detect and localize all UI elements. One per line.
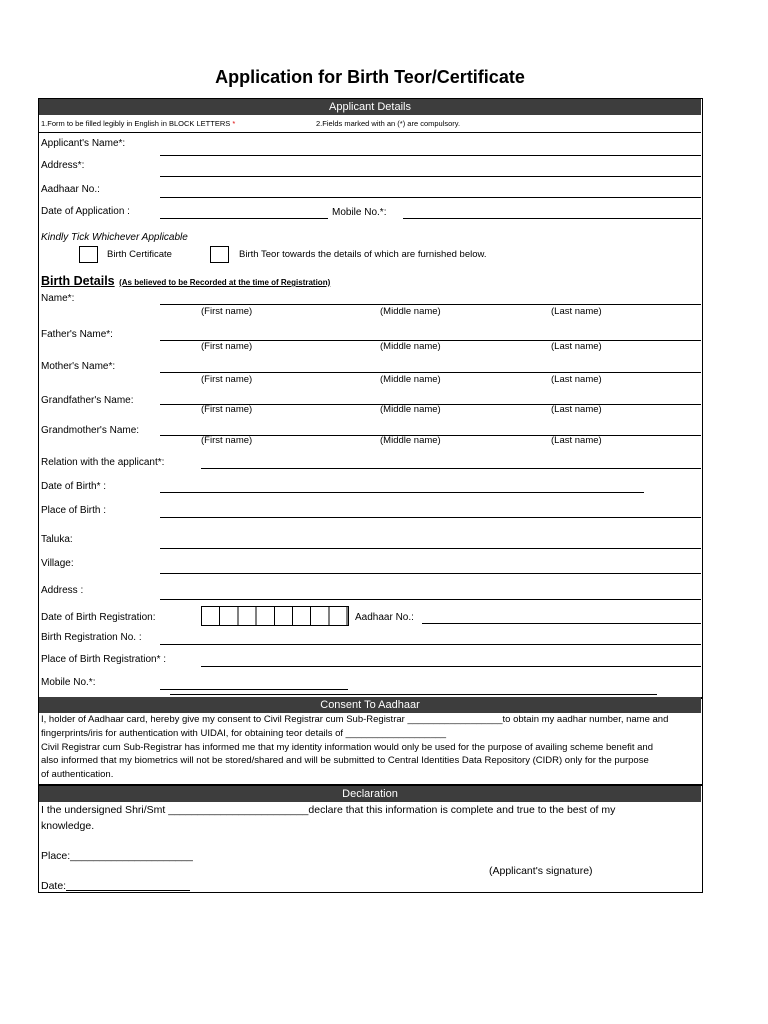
note-block-letters bbox=[41, 118, 235, 129]
birth-mobile-label: Mobile No.*: bbox=[41, 677, 96, 688]
mother-last-hint: (Last name) bbox=[551, 374, 602, 385]
birth-certificate-option-label: Birth Certificate bbox=[107, 249, 172, 260]
declaration-line-2: knowledge. bbox=[41, 820, 95, 832]
section-header-applicant: Applicant Details bbox=[39, 99, 701, 115]
birth-name-first-hint: (First name) bbox=[201, 306, 253, 317]
applicant-address-field-1[interactable] bbox=[160, 176, 701, 177]
mother-name-label: Mother's Name*: bbox=[41, 361, 116, 372]
taluka-field[interactable] bbox=[160, 548, 701, 549]
applicant-mobile-field[interactable] bbox=[403, 218, 701, 219]
birth-aadhaar-field[interactable] bbox=[422, 623, 701, 624]
consent-line-4: also informed that my biometrics will not be stored/shared and will be submitted to Central Identities Data Repository (CIDR) only for the purpose bbox=[41, 755, 649, 767]
section-header-consent: Consent To Aadhaar bbox=[39, 697, 701, 713]
grandmother-name-label: Grandmother's Name: bbox=[41, 425, 140, 436]
mother-middle-hint: (Middle name) bbox=[380, 374, 441, 385]
taluka-label: Taluka: bbox=[41, 534, 73, 545]
applicant-aadhaar-label: Aadhaar No.: bbox=[41, 184, 100, 195]
page-title: Application for Birth Teor/Certificate bbox=[215, 67, 525, 87]
consent-line-1: I, holder of Aadhaar card, hereby give my consent to Civil Registrar cum Sub-Registrar __________________to obtain my aadhar number, name and bbox=[41, 714, 669, 725]
applicant-mobile-label: Mobile No.*: bbox=[332, 207, 387, 218]
grandfather-last-hint: (Last name) bbox=[551, 404, 602, 415]
notes-divider bbox=[39, 132, 701, 133]
declaration-line-1: I the undersigned Shri/Smt ________________________declare that this information is complete and true to the best of my bbox=[41, 804, 616, 816]
birth-aadhaar-label: Aadhaar No.: bbox=[355, 612, 414, 623]
birth-address-field[interactable] bbox=[160, 599, 701, 600]
note-block-letters-text: 1.Form to be filled legibly in English in BLOCK LETTERS bbox=[41, 119, 233, 128]
registration-number-field[interactable] bbox=[160, 644, 701, 645]
date-of-birth-label: Date of Birth* : bbox=[41, 481, 107, 492]
mother-first-hint: (First name) bbox=[201, 374, 253, 385]
consent-line-2: fingerprints/iris for authentication with UIDAI, for obtaining teor details of ___________________ bbox=[41, 727, 447, 739]
father-middle-hint: (Middle name) bbox=[380, 341, 441, 352]
dob-registration-boxes[interactable] bbox=[201, 606, 349, 626]
date-of-application-label: Date of Application : bbox=[41, 206, 130, 217]
birth-mobile-field[interactable] bbox=[160, 689, 348, 690]
grandmother-last-hint: (Last name) bbox=[551, 435, 602, 446]
birth-address-label: Address : bbox=[41, 585, 84, 596]
tick-instruction: Kindly Tick Whichever Applicable bbox=[41, 232, 188, 243]
place-of-birth-label: Place of Birth : bbox=[41, 505, 107, 516]
applicant-signature-label: (Applicant's signature) bbox=[489, 865, 593, 877]
declaration-date-field[interactable] bbox=[66, 890, 190, 891]
section-header-declaration: Declaration bbox=[39, 786, 701, 802]
consent-text bbox=[41, 713, 701, 782]
form-frame-main bbox=[38, 98, 703, 699]
birth-mobile-field-underline bbox=[170, 694, 657, 695]
applicant-name-field[interactable] bbox=[160, 155, 701, 156]
applicant-address-label: Address*: bbox=[41, 160, 85, 171]
birth-teor-option-label: Birth Teor towards the details of which are furnished below. bbox=[239, 249, 487, 260]
village-label: Village: bbox=[41, 558, 74, 569]
registration-number-label: Birth Registration No. : bbox=[41, 632, 142, 643]
birth-details-heading bbox=[41, 272, 330, 290]
birth-details-note: (As believed to be Recorded at the time of Registration) bbox=[119, 278, 331, 287]
place-of-birth-field[interactable] bbox=[160, 517, 701, 518]
birth-name-field[interactable] bbox=[160, 304, 701, 305]
father-last-hint: (Last name) bbox=[551, 341, 602, 352]
dob-registration-label: Date of Birth Registration: bbox=[41, 612, 156, 623]
birth-name-middle-hint: (Middle name) bbox=[380, 306, 441, 317]
declaration-date-label: Date: bbox=[41, 880, 67, 892]
date-of-birth-field[interactable] bbox=[160, 492, 644, 493]
birth-details-title: Birth Details bbox=[41, 274, 115, 288]
applicant-address-field-2[interactable] bbox=[160, 197, 701, 198]
grandfather-first-hint: (First name) bbox=[201, 404, 253, 415]
birth-name-label: Name*: bbox=[41, 293, 75, 304]
father-first-hint: (First name) bbox=[201, 341, 253, 352]
required-star: * bbox=[232, 119, 236, 128]
grandmother-first-hint: (First name) bbox=[201, 435, 253, 446]
grandfather-name-label: Grandfather's Name: bbox=[41, 395, 134, 406]
birth-teor-checkbox[interactable] bbox=[210, 246, 229, 263]
declaration-place[interactable]: Place:_____________________ bbox=[41, 850, 193, 862]
place-of-registration-label: Place of Birth Registration* : bbox=[41, 654, 167, 665]
relation-field[interactable] bbox=[201, 468, 701, 469]
note-compulsory: 2.Fields marked with an (*) are compulsory. bbox=[316, 119, 461, 128]
mother-name-field[interactable] bbox=[160, 372, 701, 373]
date-of-application-field[interactable] bbox=[160, 218, 328, 219]
applicant-name-label: Applicant's Name*: bbox=[41, 138, 126, 149]
birth-certificate-checkbox[interactable] bbox=[79, 246, 98, 263]
consent-line-5: of authentication. bbox=[41, 769, 114, 781]
grandmother-middle-hint: (Middle name) bbox=[380, 435, 441, 446]
father-name-label: Father's Name*: bbox=[41, 329, 113, 340]
village-field[interactable] bbox=[160, 573, 701, 574]
grandfather-middle-hint: (Middle name) bbox=[380, 404, 441, 415]
consent-line-3: Civil Registrar cum Sub-Registrar has informed me that my identity information would only be used for the purpose of availing scheme benefit and bbox=[41, 741, 653, 753]
birth-name-last-hint: (Last name) bbox=[551, 306, 602, 317]
place-of-registration-field[interactable] bbox=[201, 666, 701, 667]
relation-label: Relation with the applicant*: bbox=[41, 457, 165, 468]
